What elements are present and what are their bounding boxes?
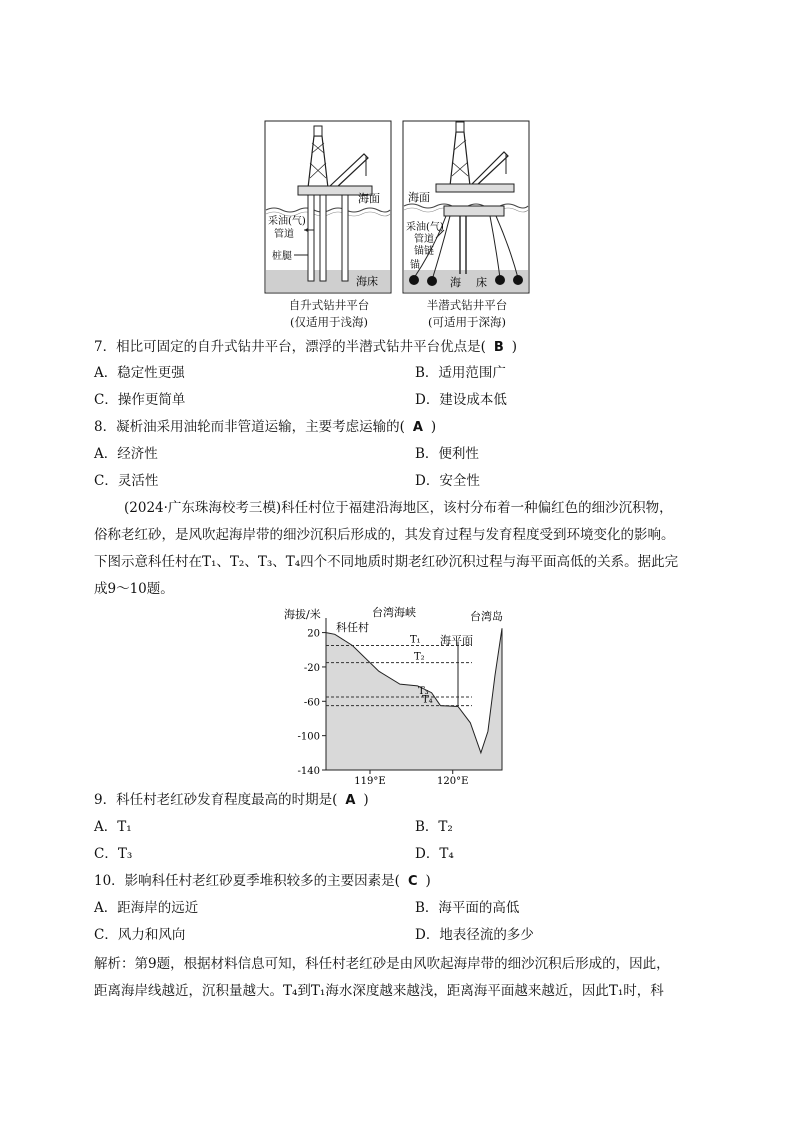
right-seabed-label-2: 床 <box>476 276 487 289</box>
sea-level-label: T₃ <box>418 686 429 697</box>
chart-svg <box>282 604 518 784</box>
caption-right-2: (可适用于深海) <box>428 315 506 329</box>
question-8: 8．凝析油采用油轮而非管道运输，主要考虑运输的( A ) <box>94 419 437 435</box>
sea-level-chart <box>282 604 518 784</box>
option: C．T₃ <box>94 846 133 862</box>
left-pipe-label-2: 管道 <box>274 229 294 240</box>
right-sea-label: 海面 <box>408 191 430 204</box>
platform-diagram <box>264 118 530 298</box>
material-line-2: 俗称老红砂，是风吹起海岸带的细沙沉积后形成的，其发育过程与发育程度受到环境变化的影响。 <box>94 527 675 543</box>
question-10: 10．影响科任村老红砂夏季堆积较多的主要因素是( C ) <box>94 873 431 889</box>
caption-left-1: 自升式钻井平台 <box>288 298 370 312</box>
question-9: 9．科任村老红砂发育程度最高的时期是( A ) <box>94 792 369 808</box>
question-stem: 8．凝析油采用油轮而非管道运输，主要考虑运输的( <box>94 419 405 435</box>
left-panel <box>265 121 391 293</box>
right-chain-label: 锚链 <box>414 246 434 257</box>
question-7: 7．相比可固定的自升式钻井平台，漂浮的半潜式钻井平台优点是( B ) <box>94 339 518 355</box>
option: C．操作更简单 <box>94 392 186 408</box>
y-tick-label: -100 <box>297 731 320 743</box>
sea-level-title: 海平面 <box>440 634 473 647</box>
analysis-line-1: 解析：第9题，根据材料信息可知，科任村老红砂是由风吹起海岸带的细沙沉积后形成的，因此， <box>94 956 670 972</box>
left-leg-label: 桩腿 <box>272 251 292 262</box>
question-stem: 7．相比可固定的自升式钻井平台，漂浮的半潜式钻井平台优点是( <box>94 339 486 355</box>
answer-mark: B <box>493 340 504 355</box>
right-pipe-label-1: 采油(气) <box>406 222 444 233</box>
option: D．建设成本低 <box>415 392 507 408</box>
island-label: 台湾岛 <box>470 610 503 623</box>
option: A．稳定性更强 <box>94 365 185 381</box>
y-tick-label: -20 <box>303 662 320 674</box>
option: A．T₁ <box>94 819 132 835</box>
x-tick-label: 119°E <box>354 776 386 784</box>
analysis-line-2: 距离海岸线越近，沉积量越大。T₄到T₁海水深度越来越浅，距离海平面越来越近，因此T₁时，科 <box>94 983 664 999</box>
answer-mark: A <box>345 793 356 808</box>
left-pipe-label-1: 采油(气) <box>268 216 306 227</box>
question-stem: 10．影响科任村老红砂夏季堆积较多的主要因素是( <box>94 873 400 889</box>
terrain-profile <box>326 628 502 770</box>
left-seabed-label: 海床 <box>356 275 378 288</box>
material-line-3: 下图示意科任村在T₁、T₂、T₃、T₄四个不同地质时期老红砂沉积过程与海平面高低的关系。据此完 <box>94 554 679 570</box>
option: D．地表径流的多少 <box>415 927 534 943</box>
strait-label: 台湾海峡 <box>372 606 416 619</box>
option: D．T₄ <box>415 846 454 862</box>
sea-level-label: T₂ <box>414 651 425 663</box>
option: C．风力和风向 <box>94 927 186 943</box>
right-pipe-label-2: 管道 <box>414 234 434 245</box>
y-tick-label: -60 <box>303 697 320 709</box>
option: B．海平面的高低 <box>415 900 520 916</box>
answer-mark: C <box>407 874 418 889</box>
answer-mark: A <box>412 420 423 435</box>
question-stem: 9．科任村老红砂发育程度最高的时期是( <box>94 792 338 808</box>
option: D．安全性 <box>415 473 480 489</box>
material-line-1: (2024·广东珠海校考三模)科任村位于福建沿海地区，该村分布着一种偏红色的细沙沉积物， <box>124 500 673 516</box>
right-anchor-label: 锚 <box>410 260 420 271</box>
sea-level-label: T₁ <box>410 634 421 646</box>
option: B．适用范围广 <box>415 365 506 381</box>
caption-left-2: (仅适用于浅海) <box>290 315 368 329</box>
option: A．距海岸的远近 <box>94 900 199 916</box>
y-tick-label: -140 <box>297 766 320 777</box>
option: B．便利性 <box>415 446 479 462</box>
x-tick-label: 120°E <box>437 776 469 784</box>
y-tick-label: 20 <box>307 628 320 640</box>
right-seabed-label-1: 海 <box>450 276 461 289</box>
caption-right-1: 半潜式钻井平台 <box>426 298 508 312</box>
option: A．经济性 <box>94 446 158 462</box>
left-sea-label: 海面 <box>358 192 380 205</box>
material-line-4: 成9～10题。 <box>94 581 174 597</box>
y-axis-label: 海拔/米 <box>284 608 321 621</box>
option: C．灵活性 <box>94 473 159 489</box>
sea-level-label: T₄ <box>422 694 433 706</box>
village-label: 科任村 <box>336 621 369 634</box>
option: B．T₂ <box>415 819 453 835</box>
